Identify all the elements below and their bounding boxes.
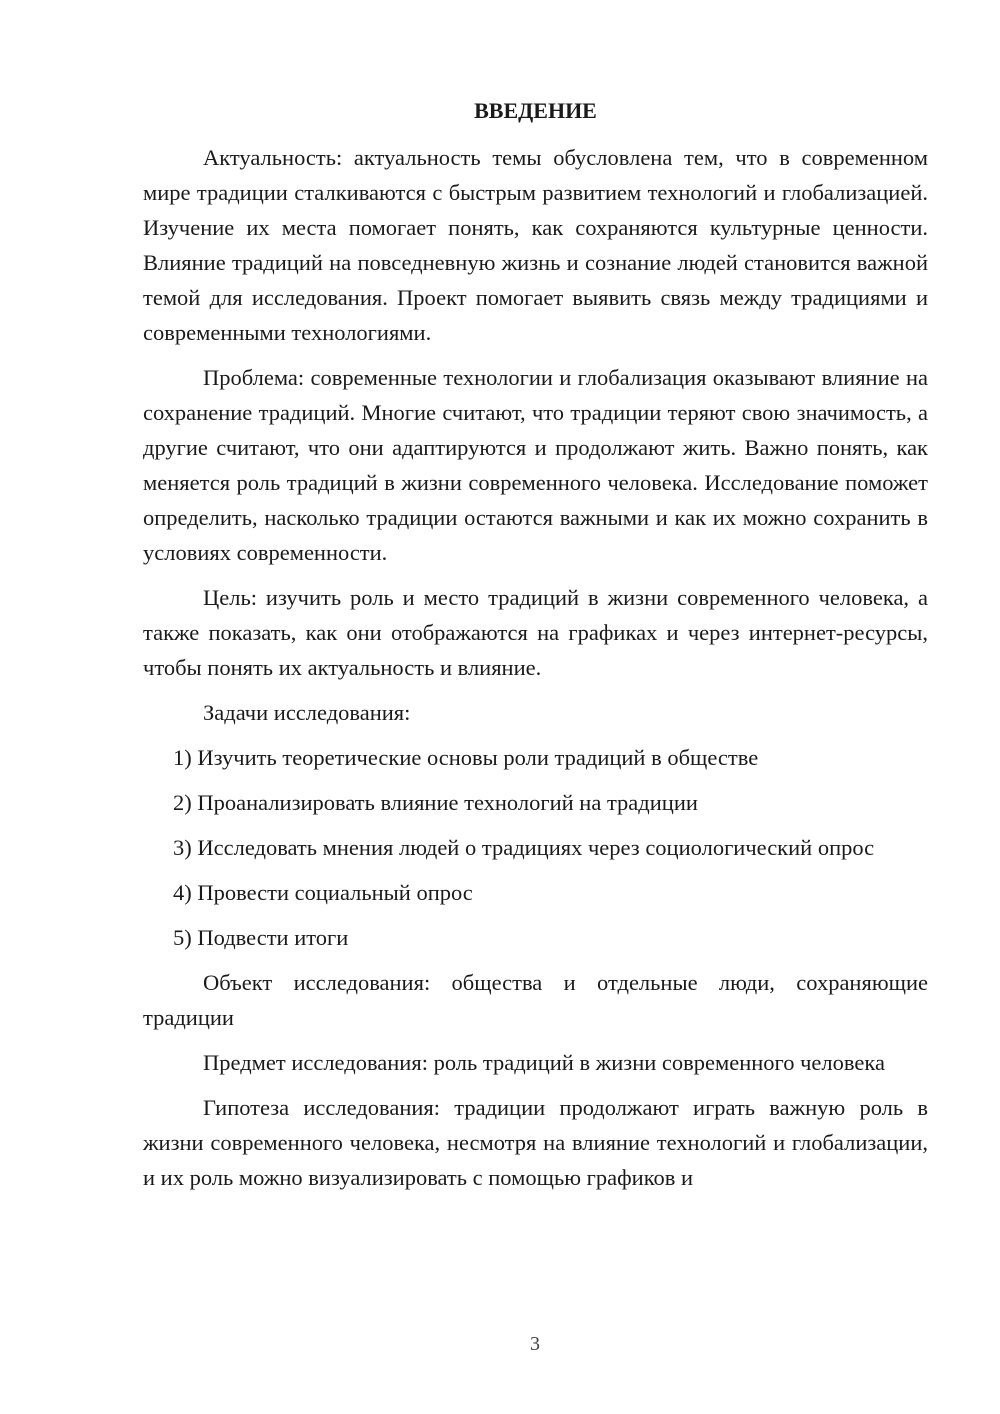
paragraph-problem: Проблема: современные технологии и глобализация оказывают влияние на сохранение традиций. Многие считают, что традиции теряют свою значимость, а другие считают, что они адаптируются и продолжают жить. Важно понять, как меняется роль традиций в жизни современного человека. Исследование поможет определить, насколько традиции остаются важными и как их можно сохранить в условиях современности. [143,365,928,565]
list-item-task-3: 3) Исследовать мнения людей о традициях через социологический опрос [173,835,875,860]
list-item-task-5: 5) Подвести итоги [173,925,349,950]
list-item-task-1: 1) Изучить теоретические основы роли традиций в обществе [173,745,759,770]
paragraph-hypothesis: Гипотеза исследования: традиции продолжают играть важную роль в жизни современного человека, несмотря на влияние технологий и глобализации, и их роль можно визуализировать с помощью графиков и [143,1095,928,1190]
document-title: ВВЕДЕНИЕ [474,98,597,123]
paragraph-object: Объект исследования: общества и отдельные люди, сохраняющие традиции [143,970,928,1030]
page-number: 3 [530,1333,540,1355]
document-page [143,96,928,1205]
list-item-task-2: 2) Проанализировать влияние технологий на традиции [173,790,698,815]
paragraph-goal: Цель: изучить роль и место традиций в жизни современного человека, а также показать, как они отображаются на графиках и через интернет-ресурсы, чтобы понять их актуальность и влияние. [143,585,928,680]
paragraph-subject: Предмет исследования: роль традиций в жизни современного человека [203,1050,885,1075]
tasks-heading: Задачи исследования: [203,700,411,725]
paragraph-relevance: Актуальность: актуальность темы обусловлена тем, что в современном мире традиции сталкиваются с быстрым развитием технологий и глобализацией. Изучение их места помогает понять, как сохраняются культурные ценности. Влияние традиций на повседневную жизнь и сознание людей становится важной темой для исследования. Проект помогает выявить связь между традициями и современными технологиями. [143,145,928,345]
list-item-task-4: 4) Провести социальный опрос [173,880,473,905]
